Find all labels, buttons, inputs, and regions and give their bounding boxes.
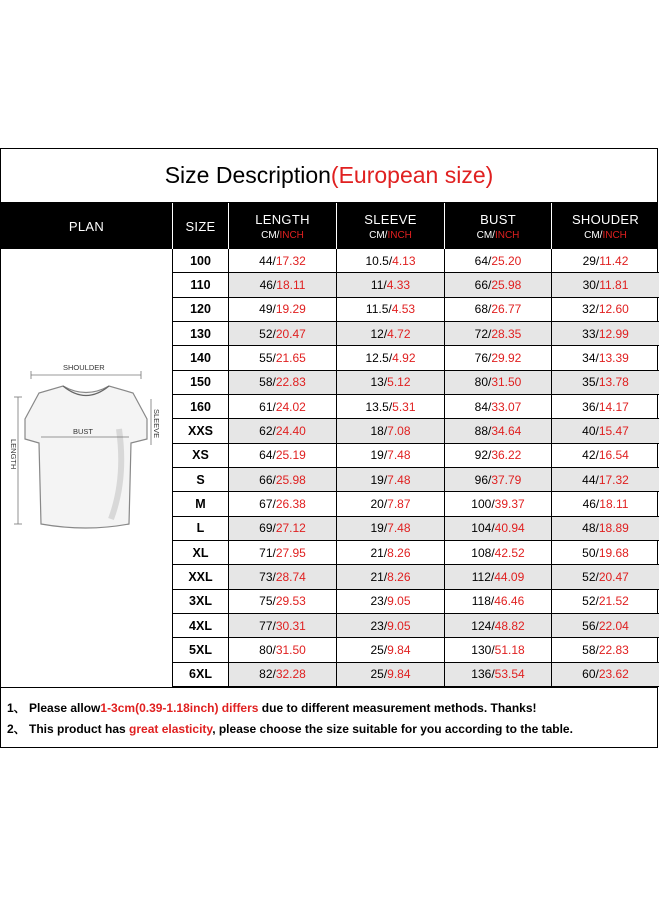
bust-cm: 68/ xyxy=(474,302,492,317)
length-cell xyxy=(229,541,337,564)
shoulder-cm: 44/ xyxy=(582,472,599,487)
bust-inch: 25.98 xyxy=(491,277,522,292)
sleeve-inch: 9.05 xyxy=(387,618,411,633)
bust-inch: 31.50 xyxy=(491,375,522,390)
table-row xyxy=(173,638,659,662)
length-cell xyxy=(229,395,337,418)
shoulder-cm: 60/ xyxy=(582,667,599,682)
sleeve-cm: 25/ xyxy=(370,642,388,657)
length-inch: 32.28 xyxy=(275,667,306,682)
sleeve-cell xyxy=(337,614,445,637)
size-cell: XL xyxy=(173,541,229,564)
shoulder-cell xyxy=(552,273,659,296)
sleeve-cm: 12.5/ xyxy=(365,350,393,365)
table-row xyxy=(173,395,659,419)
sleeve-inch: 7.48 xyxy=(387,448,411,463)
length-inch: 20.47 xyxy=(275,326,306,341)
bust-cell xyxy=(445,444,552,467)
length-inch: 30.31 xyxy=(275,618,306,633)
sleeve-inch: 4.33 xyxy=(386,277,411,292)
length-cell xyxy=(229,444,337,467)
sleeve-cm: 21/ xyxy=(370,545,388,560)
sleeve-inch: 5.12 xyxy=(387,375,411,390)
length-cell xyxy=(229,492,337,515)
bust-cm: 124/ xyxy=(471,618,495,633)
sleeve-cm: 19/ xyxy=(370,521,388,536)
sleeve-inch: 4.92 xyxy=(392,350,416,365)
bust-label: BUST xyxy=(73,427,94,436)
size-cell: 6XL xyxy=(173,663,229,686)
table-row xyxy=(173,444,659,468)
length-inch: 24.40 xyxy=(275,423,306,438)
shoulder-cell xyxy=(552,322,659,345)
shoulder-cell xyxy=(552,492,659,515)
sleeve-cm: 11/ xyxy=(370,277,387,292)
table-row xyxy=(173,541,659,565)
shoulder-inch: 18.89 xyxy=(598,521,629,536)
length-cell xyxy=(229,517,337,540)
sleeve-cell xyxy=(337,663,445,686)
sleeve-cm: 13/ xyxy=(370,375,388,390)
shoulder-cell xyxy=(552,371,659,394)
length-cm: 75/ xyxy=(259,594,276,609)
length-inch: 22.83 xyxy=(275,375,306,390)
shoulder-inch: 22.04 xyxy=(598,618,629,633)
table-row xyxy=(173,371,659,395)
shoulder-cell xyxy=(552,249,659,272)
sleeve-cell xyxy=(337,249,445,272)
table-header xyxy=(1,203,657,249)
bust-cm: 80/ xyxy=(474,375,492,390)
bust-cm: 84/ xyxy=(474,399,492,414)
table-row xyxy=(173,419,659,443)
title-main: Size Description xyxy=(164,162,331,188)
notes xyxy=(1,687,657,749)
bust-cm: 108/ xyxy=(471,545,495,560)
length-cm: 62/ xyxy=(259,423,276,438)
length-inch: 25.19 xyxy=(275,448,306,463)
bust-inch: 37.79 xyxy=(491,472,522,487)
table-row xyxy=(173,614,659,638)
shoulder-cell xyxy=(552,541,659,564)
shoulder-cm: 32/ xyxy=(582,302,599,317)
sleeve-cell xyxy=(337,395,445,418)
shoulder-inch: 20.47 xyxy=(598,569,629,584)
sleeve-cell xyxy=(337,322,445,345)
length-cm: 52/ xyxy=(259,326,276,341)
bust-cm: 72/ xyxy=(474,326,492,341)
length-cell xyxy=(229,346,337,369)
sleeve-cm: 18/ xyxy=(370,423,388,438)
sleeve-cell xyxy=(337,492,445,515)
shoulder-label: SHOULDER xyxy=(63,363,105,372)
size-cell: 150 xyxy=(173,371,229,394)
shoulder-cell xyxy=(552,298,659,321)
length-inch: 24.02 xyxy=(275,399,306,414)
size-cell: 4XL xyxy=(173,614,229,637)
sleeve-cm: 23/ xyxy=(370,618,388,633)
sleeve-inch: 7.48 xyxy=(387,472,411,487)
bust-cell xyxy=(445,565,552,588)
table-row xyxy=(173,346,659,370)
bust-inch: 42.52 xyxy=(494,545,525,560)
length-inch: 19.29 xyxy=(275,302,306,317)
bust-cell xyxy=(445,517,552,540)
size-cell: 100 xyxy=(173,249,229,272)
header-size: SIZE xyxy=(173,203,229,249)
shoulder-inch: 13.78 xyxy=(598,375,629,390)
length-cm: 67/ xyxy=(259,496,276,511)
shoulder-cm: 40/ xyxy=(582,423,599,438)
sleeve-inch: 4.72 xyxy=(387,326,411,341)
size-cell: 130 xyxy=(173,322,229,345)
shoulder-cm: 36/ xyxy=(582,399,599,414)
length-cm: 64/ xyxy=(259,448,276,463)
sleeve-cell xyxy=(337,468,445,491)
bust-inch: 29.92 xyxy=(491,350,522,365)
bust-cm: 136/ xyxy=(471,667,495,682)
sleeve-cm: 25/ xyxy=(370,667,388,682)
length-inch: 29.53 xyxy=(275,594,306,609)
length-cm: 73/ xyxy=(259,569,276,584)
bust-inch: 46.46 xyxy=(494,594,525,609)
shoulder-inch: 19.68 xyxy=(598,545,629,560)
shoulder-inch: 11.81 xyxy=(599,277,629,292)
header-sleeve: SLEEVE CM/INCH xyxy=(337,203,445,249)
bust-cm: 130/ xyxy=(471,642,495,657)
shoulder-inch: 14.17 xyxy=(598,399,629,414)
length-cell xyxy=(229,468,337,491)
bust-inch: 44.09 xyxy=(494,569,525,584)
shoulder-cm: 42/ xyxy=(582,448,599,463)
length-cm: 44/ xyxy=(259,253,276,268)
table-row xyxy=(173,590,659,614)
bust-cell xyxy=(445,298,552,321)
table-row xyxy=(173,298,659,322)
note-2: 2、 This product has great elasticity, please choose the size suitable for you according to the table. xyxy=(7,722,573,736)
bust-cell xyxy=(445,492,552,515)
sleeve-cell xyxy=(337,541,445,564)
bust-inch: 33.07 xyxy=(491,399,522,414)
sleeve-cm: 23/ xyxy=(370,594,388,609)
bust-inch: 40.94 xyxy=(494,521,525,536)
size-cell: 110 xyxy=(173,273,229,296)
shoulder-cm: 46/ xyxy=(582,496,600,511)
bust-cm: 118/ xyxy=(471,594,495,609)
bust-inch: 34.64 xyxy=(491,423,522,438)
shoulder-inch: 16.54 xyxy=(598,448,629,463)
shoulder-inch: 15.47 xyxy=(598,423,629,438)
length-cm: 66/ xyxy=(259,472,276,487)
length-cell xyxy=(229,249,337,272)
shoulder-inch: 22.83 xyxy=(598,642,629,657)
length-inch: 27.95 xyxy=(275,545,306,560)
table-row xyxy=(173,492,659,516)
length-inch: 17.32 xyxy=(275,253,306,268)
size-cell: XXS xyxy=(173,419,229,442)
bust-inch: 51.18 xyxy=(494,642,525,657)
header-bust: BUST CM/INCH xyxy=(445,203,552,249)
sleeve-cell xyxy=(337,298,445,321)
sleeve-cm: 12/ xyxy=(370,326,388,341)
sleeve-inch: 7.48 xyxy=(387,521,411,536)
size-cell: M xyxy=(173,492,229,515)
length-cell xyxy=(229,273,337,296)
shoulder-cell xyxy=(552,419,659,442)
bust-cell xyxy=(445,249,552,272)
shoulder-cm: 50/ xyxy=(582,545,599,560)
length-cm: 46/ xyxy=(259,277,277,292)
sleeve-cm: 10.5/ xyxy=(365,253,393,268)
shoulder-cell xyxy=(552,663,659,686)
tshirt-diagram xyxy=(1,249,173,687)
bust-inch: 53.54 xyxy=(494,667,525,682)
bust-inch: 39.37 xyxy=(494,496,525,511)
bust-inch: 28.35 xyxy=(491,326,522,341)
size-cell: 140 xyxy=(173,346,229,369)
shoulder-cell xyxy=(552,638,659,661)
shoulder-cm: 52/ xyxy=(582,569,599,584)
bust-cm: 92/ xyxy=(474,448,492,463)
table-row xyxy=(173,249,659,273)
shoulder-cell xyxy=(552,346,659,369)
bust-inch: 36.22 xyxy=(491,448,522,463)
bust-cell xyxy=(445,371,552,394)
shoulder-cell xyxy=(552,468,659,491)
length-cell xyxy=(229,614,337,637)
sleeve-inch: 4.13 xyxy=(392,253,416,268)
shoulder-inch: 17.32 xyxy=(598,472,629,487)
table-row xyxy=(173,322,659,346)
bust-cm: 76/ xyxy=(474,350,492,365)
length-cell xyxy=(229,590,337,613)
sleeve-cell xyxy=(337,590,445,613)
shoulder-cm: 34/ xyxy=(582,350,599,365)
table-row xyxy=(173,517,659,541)
bust-inch: 26.77 xyxy=(491,302,522,317)
title-region: (European size) xyxy=(330,162,494,188)
bust-cm: 96/ xyxy=(474,472,492,487)
shoulder-inch: 11.42 xyxy=(599,253,629,268)
shoulder-inch: 12.60 xyxy=(598,302,629,317)
sleeve-inch: 7.08 xyxy=(387,423,411,438)
size-cell: S xyxy=(173,468,229,491)
shoulder-cm: 33/ xyxy=(582,326,599,341)
bust-cell xyxy=(445,395,552,418)
size-cell: 120 xyxy=(173,298,229,321)
shoulder-cell xyxy=(552,395,659,418)
shoulder-cm: 29/ xyxy=(582,253,600,268)
size-cell: XS xyxy=(173,444,229,467)
length-cell xyxy=(229,419,337,442)
sleeve-inch: 5.31 xyxy=(392,399,416,414)
length-cm: 49/ xyxy=(259,302,276,317)
bust-cell xyxy=(445,346,552,369)
shoulder-cm: 35/ xyxy=(582,375,599,390)
header-plan: PLAN xyxy=(1,203,173,249)
bust-cm: 112/ xyxy=(471,569,495,584)
note-1: 1、 Please allow1-3cm(0.39-1.18inch) differs due to different measurement methods. Thanks! xyxy=(7,701,537,715)
length-cm: 82/ xyxy=(259,667,276,682)
length-cell xyxy=(229,298,337,321)
sleeve-inch: 9.05 xyxy=(387,594,411,609)
length-cell xyxy=(229,638,337,661)
sleeve-cell xyxy=(337,565,445,588)
size-cell: L xyxy=(173,517,229,540)
bust-inch: 48.82 xyxy=(494,618,525,633)
sleeve-cell xyxy=(337,273,445,296)
shoulder-cell xyxy=(552,444,659,467)
sleeve-cell xyxy=(337,444,445,467)
sleeve-inch: 8.26 xyxy=(387,569,411,584)
sleeve-inch: 7.87 xyxy=(387,496,411,511)
length-inch: 21.65 xyxy=(275,350,306,365)
sleeve-cm: 13.5/ xyxy=(365,399,393,414)
table-row xyxy=(173,273,659,297)
size-cell: XXL xyxy=(173,565,229,588)
bust-cm: 64/ xyxy=(474,253,492,268)
table-row xyxy=(173,663,659,687)
bust-cm: 88/ xyxy=(474,423,492,438)
bust-cell xyxy=(445,614,552,637)
bust-cm: 100/ xyxy=(471,496,495,511)
bust-cm: 66/ xyxy=(474,277,492,292)
bust-inch: 25.20 xyxy=(491,253,522,268)
length-label: LENGTH xyxy=(9,439,18,470)
bust-cm: 104/ xyxy=(471,521,495,536)
sleeve-cm: 21/ xyxy=(370,569,388,584)
length-inch: 28.74 xyxy=(275,569,306,584)
shoulder-cell xyxy=(552,590,659,613)
length-inch: 25.98 xyxy=(275,472,306,487)
chart-title xyxy=(1,149,657,203)
length-cm: 55/ xyxy=(259,350,276,365)
shoulder-cell xyxy=(552,614,659,637)
length-cm: 61/ xyxy=(259,399,276,414)
bust-cell xyxy=(445,541,552,564)
sleeve-inch: 9.84 xyxy=(387,642,411,657)
bust-cell xyxy=(445,663,552,686)
shoulder-cm: 56/ xyxy=(582,618,599,633)
bust-cell xyxy=(445,468,552,491)
shoulder-inch: 21.52 xyxy=(598,594,629,609)
sleeve-cell xyxy=(337,346,445,369)
sleeve-cell xyxy=(337,638,445,661)
sleeve-cm: 11.5/ xyxy=(365,302,392,317)
shoulder-inch: 13.39 xyxy=(598,350,629,365)
length-cell xyxy=(229,565,337,588)
shoulder-cm: 52/ xyxy=(582,594,599,609)
bust-cell xyxy=(445,419,552,442)
length-cm: 69/ xyxy=(259,521,276,536)
length-cell xyxy=(229,322,337,345)
length-cm: 77/ xyxy=(259,618,276,633)
shoulder-cm: 58/ xyxy=(582,642,599,657)
bust-cell xyxy=(445,590,552,613)
sleeve-cell xyxy=(337,371,445,394)
shoulder-cell xyxy=(552,517,659,540)
shoulder-cm: 48/ xyxy=(582,521,599,536)
bust-cell xyxy=(445,273,552,296)
shoulder-cm: 30/ xyxy=(582,277,600,292)
table-row xyxy=(173,565,659,589)
bust-cell xyxy=(445,638,552,661)
sleeve-inch: 9.84 xyxy=(387,667,411,682)
size-cell: 160 xyxy=(173,395,229,418)
size-chart xyxy=(0,148,658,748)
shoulder-inch: 18.11 xyxy=(599,496,629,511)
length-cell xyxy=(229,663,337,686)
sleeve-cell xyxy=(337,419,445,442)
tshirt-illustration xyxy=(1,249,173,687)
bust-cell xyxy=(445,322,552,345)
shoulder-cell xyxy=(552,565,659,588)
length-cm: 80/ xyxy=(259,642,276,657)
sleeve-inch: 8.26 xyxy=(387,545,411,560)
header-shoulder: SHOUDER CM/INCH xyxy=(571,211,640,241)
sleeve-inch: 4.53 xyxy=(391,302,416,317)
length-cm: 58/ xyxy=(259,375,276,390)
length-inch: 18.11 xyxy=(276,277,306,292)
length-inch: 31.50 xyxy=(275,642,306,657)
length-inch: 26.38 xyxy=(275,496,306,511)
shoulder-inch: 23.62 xyxy=(598,667,629,682)
sleeve-cm: 20/ xyxy=(370,496,388,511)
length-cm: 71/ xyxy=(259,545,276,560)
size-cell: 5XL xyxy=(173,638,229,661)
length-inch: 27.12 xyxy=(275,521,306,536)
sleeve-cm: 19/ xyxy=(370,472,388,487)
header-length: LENGTH CM/INCH xyxy=(229,203,337,249)
sleeve-cm: 19/ xyxy=(370,448,388,463)
size-cell: 3XL xyxy=(173,590,229,613)
shoulder-inch: 12.99 xyxy=(598,326,629,341)
length-cell xyxy=(229,371,337,394)
table-row xyxy=(173,468,659,492)
sleeve-label: SLEEVE xyxy=(152,409,161,439)
sleeve-cell xyxy=(337,517,445,540)
